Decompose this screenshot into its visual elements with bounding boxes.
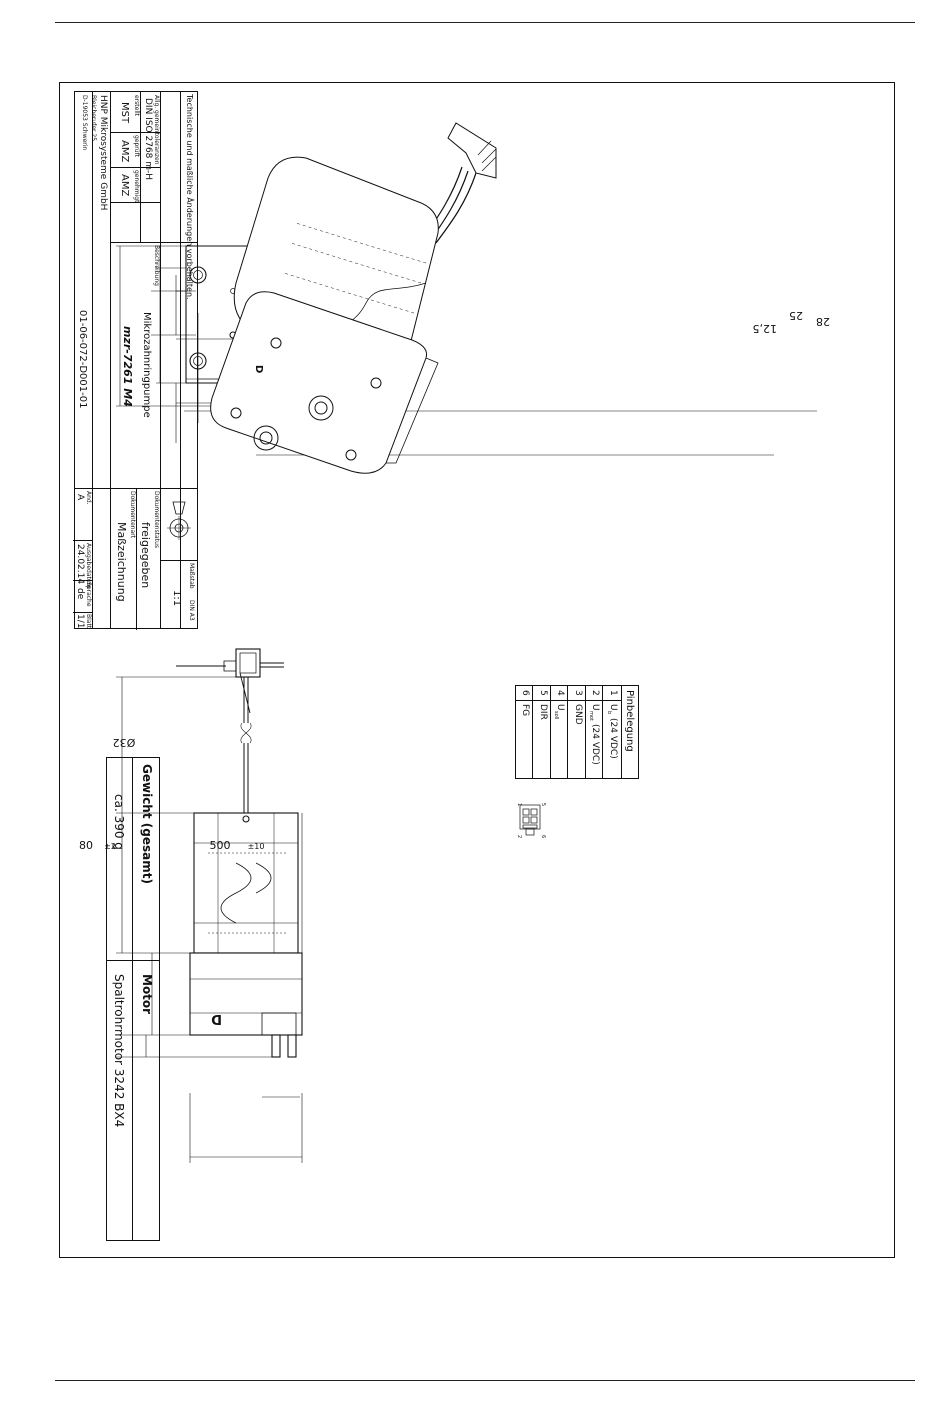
pin-signal: U [555,704,566,711]
description-label: Beschreibung [153,245,160,286]
tolerances-label: Allg. gemeintoleranzen [153,95,160,165]
title-block [74,91,198,629]
dim-28: 28 [816,315,830,328]
isometric-pump [211,123,496,473]
top-rule [55,22,915,23]
pin-signal: GND [573,704,583,725]
pin-row [568,686,587,778]
dim-80: 80 [79,839,93,852]
projection-symbol [165,500,193,540]
iso-mark-d: D [253,365,264,374]
pin-number: 2 [590,690,601,696]
scale-value: 1:1 [171,590,182,607]
pin-number: 5 [538,690,548,696]
pin-table [515,685,639,779]
pin-signal: DIR [538,704,548,720]
pin-signal: FG [520,704,531,717]
dim-32: Ø32 [112,736,136,749]
sheet-value: 1/1 [75,614,85,629]
dim-500: 500 [209,839,231,852]
lang-label: Sprache [85,582,92,607]
sheet-label: Blatt [85,614,92,629]
status-label: Dokumentenstatus [153,491,160,549]
date-value: 24.02.14 [75,544,85,585]
checked-label: geprüft [133,135,140,157]
dim-12-5: 12,5 [752,322,777,335]
pin-label-6: 6 [540,835,546,839]
pin-number: 4 [555,690,566,696]
pin-number: 1 [608,690,618,696]
pump-mark-d: D [211,1011,222,1026]
note-changes: Technische und maßliche Änderungen vorbehalten. [185,94,194,300]
description-line1: Mikrozahnringpumpe [141,312,152,418]
iso-connector [448,123,496,178]
motor-body [194,813,298,953]
company-name: HNP Mikrosysteme GmbH [98,95,108,211]
rev-value: A [75,494,85,501]
flange-dim-texts [753,0,950,335]
company-city: D-19053 Schwerin [81,95,88,151]
dim-80-tol: ±2 [104,842,116,851]
bottom-rule [55,1380,915,1381]
dim-500-tol: ±10 [247,842,265,851]
pin-row [585,686,604,778]
checked-value: AMZ [119,140,130,163]
approved-label: genehmigt [133,170,140,203]
pump-head [190,953,302,1035]
pin-row [550,686,569,778]
cable [244,677,248,723]
pin-signal-subscript: b [606,711,612,715]
front-view [176,649,302,1057]
pin-label-1: 1 [516,803,522,807]
lang-value: de [75,588,85,600]
drawing-frame [59,82,895,1258]
pin-row [533,686,552,778]
pin-signal-subscript: mot [588,711,595,721]
pin-signal: U [590,704,601,711]
created-label: erstellt [133,95,140,117]
pin-number: 6 [520,690,531,696]
pin-voltage: (24 VDC) [608,718,618,759]
pin-label-5: 5 [540,803,546,807]
weight-header: Gewicht (gesamt) [140,764,154,884]
type-label: Dokumentenart [129,491,136,539]
company-street: Bleicherufer 25 [90,95,97,142]
pin-table-title: Pinbelegung [624,690,635,752]
scale-label: Maßstab [188,563,195,589]
approved-value: AMZ [119,174,130,197]
description-line2: mzr-7261 M4 [121,326,134,407]
type-value: Maßzeichnung [115,522,128,602]
created-value: MST [119,102,130,124]
motor-table [106,757,160,1241]
pin-voltage: (24 VDC) [590,724,601,765]
format-label: DIN A3 [188,600,195,621]
date-label: Ausgabedatum [85,543,92,589]
dim-25: 25 [789,309,803,322]
drawing-sheet [60,83,896,1259]
drawing-number: 01-06-072-D001-01 [77,310,88,409]
port-stub-2 [288,1035,296,1057]
motor-value: Spaltrohrmotor 3242 BX4 [112,974,126,1128]
weight-value: ca. 390 g [112,794,126,850]
tolerances-value: DIN ISO 2768 m-H [143,98,153,181]
pin-row [516,686,534,778]
pin-number: 3 [573,690,583,696]
pin-row [603,686,622,778]
rev-label: Änd. [85,491,92,505]
pin-signal-subscript: soll [553,711,560,720]
pin-signal: U [608,704,618,711]
port-stub-1 [272,1035,280,1057]
connector-icon [516,803,546,838]
status-value: freigegeben [139,522,152,589]
pin-label-2: 2 [516,835,522,839]
motor-header: Motor [140,974,154,1015]
